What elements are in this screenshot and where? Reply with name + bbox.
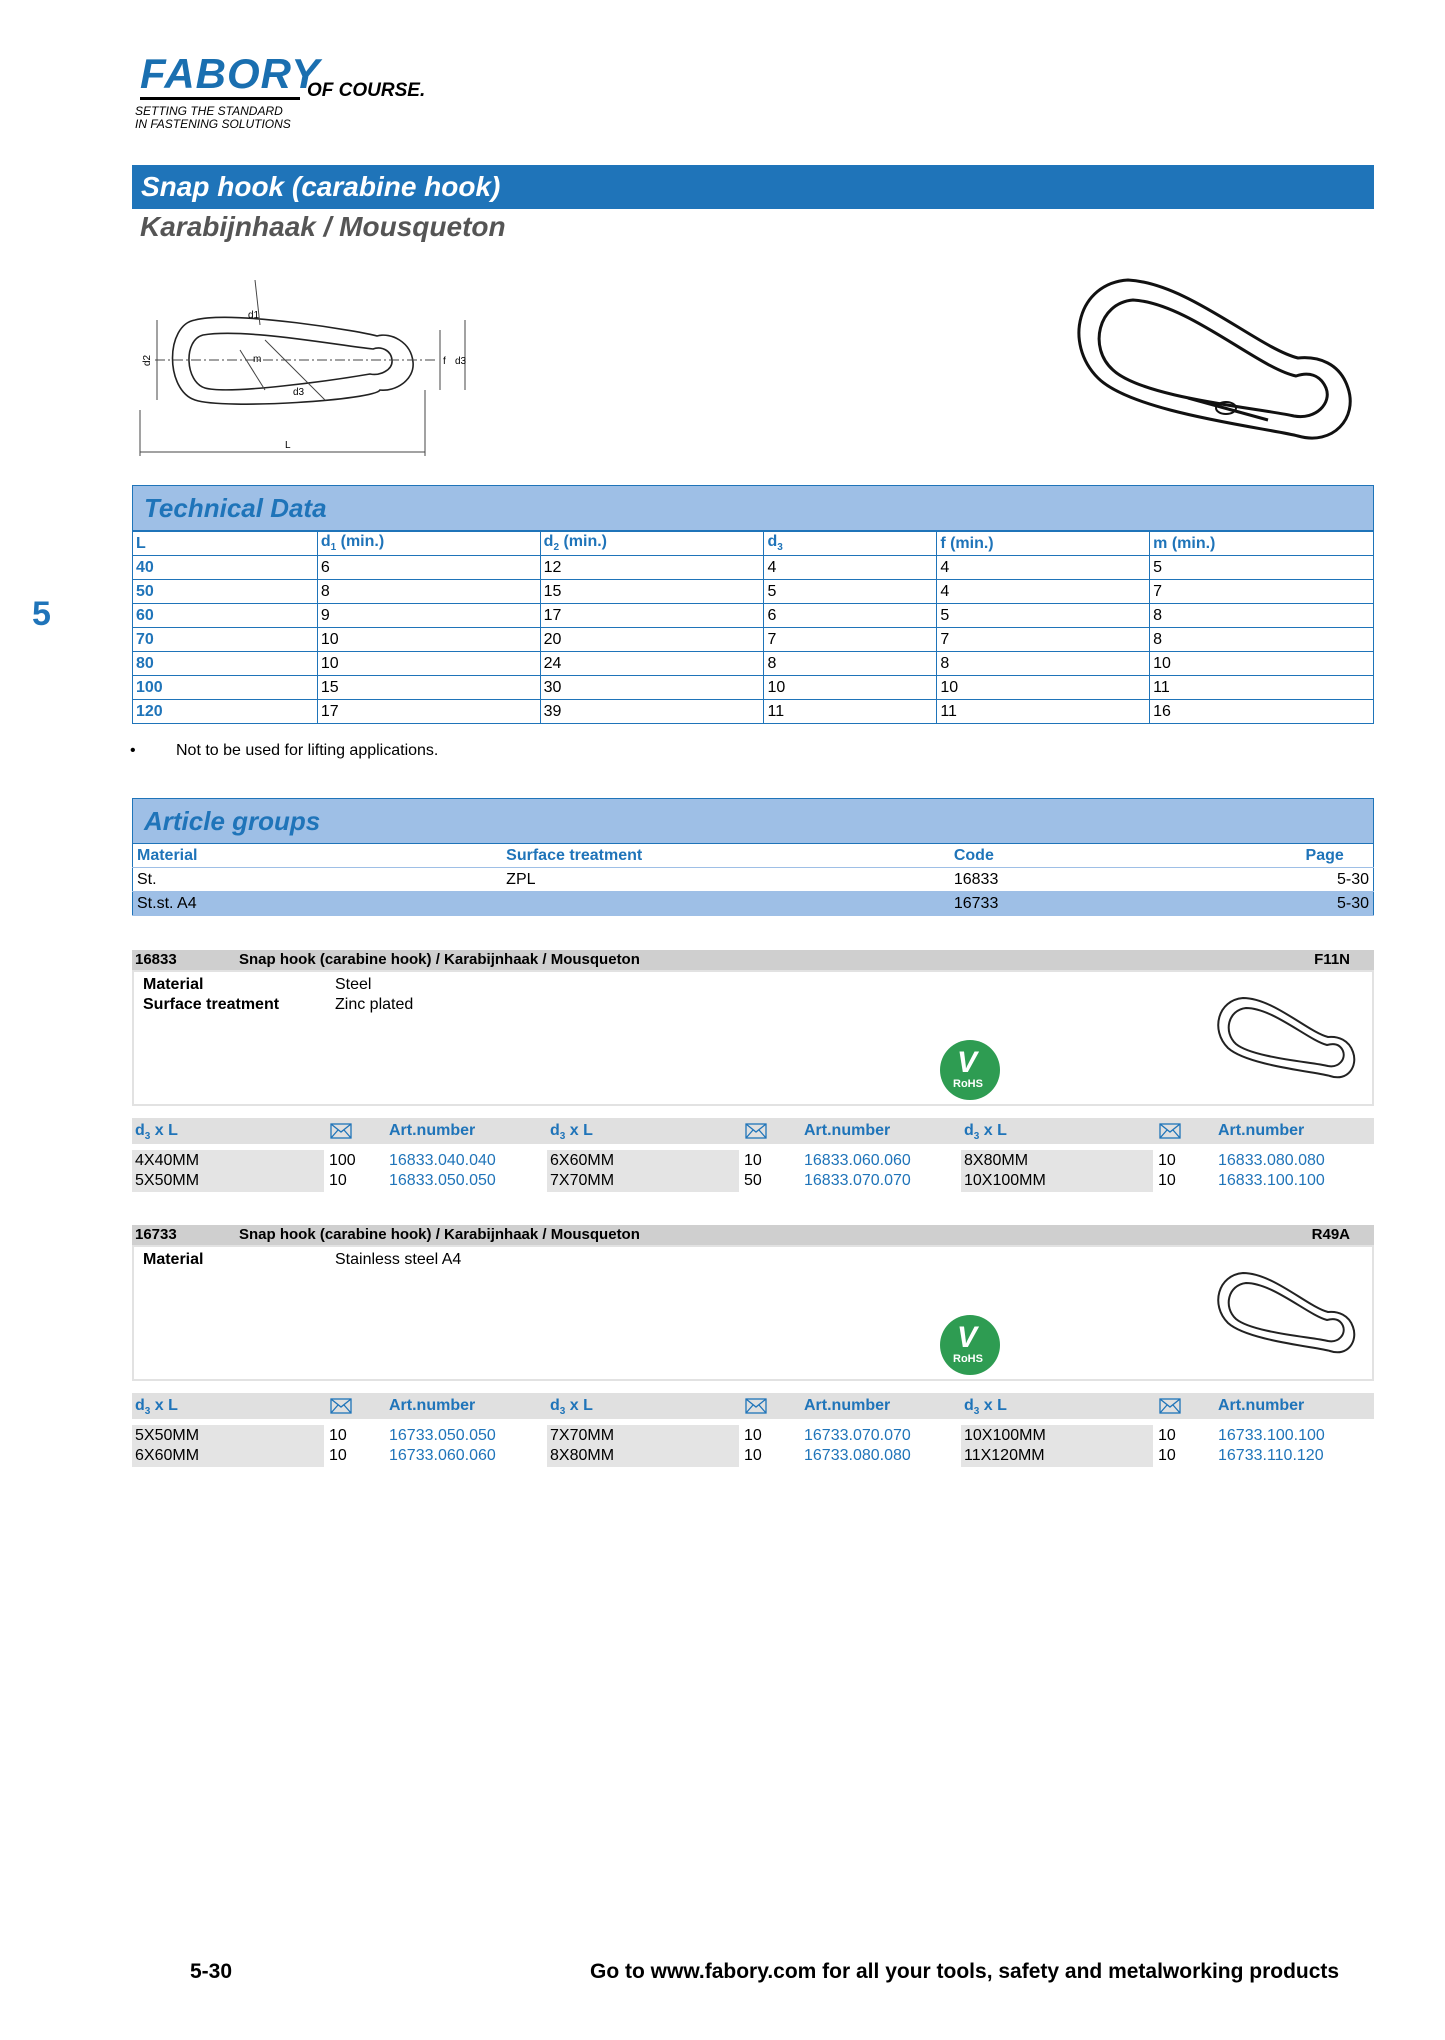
article-size: 8X80MM	[964, 1152, 1029, 1169]
article-size: 10X100MM	[964, 1172, 1046, 1189]
snap-hook-image	[1058, 268, 1358, 468]
article-group-row[interactable]	[133, 868, 1374, 892]
snap-hook-thumb	[1208, 990, 1358, 1090]
article-quantity: 10	[1158, 1172, 1176, 1189]
product-bar-16733	[132, 1225, 1374, 1245]
title-bar	[132, 165, 1374, 209]
note-text: Not to be used for lifting applications.	[176, 742, 439, 759]
technical-data-cell: 60	[133, 604, 318, 628]
product-code: 16833	[135, 951, 177, 968]
article-number-header: Art.number	[389, 1122, 476, 1139]
page-subtitle: Karabijnhaak / Mousqueton	[140, 211, 506, 242]
ag-col-page: Page	[1302, 844, 1374, 868]
ag-col-surface: Surface treatment	[502, 844, 950, 868]
technical-data-cell: 7	[937, 628, 1150, 652]
article-group-cell: ZPL	[502, 868, 950, 892]
article-group-cell: 16833	[950, 868, 1302, 892]
snap-hook-thumb	[1208, 1265, 1358, 1365]
package-envelope-icon	[330, 1398, 352, 1414]
technical-data-cell: 100	[133, 676, 318, 700]
article-number-header: Art.number	[804, 1397, 891, 1414]
article-group-cell: 16733	[950, 892, 1302, 916]
technical-data-cell: 20	[540, 628, 764, 652]
article-number-link[interactable]: 16833.080.080	[1218, 1152, 1325, 1169]
article-quantity: 10	[1158, 1447, 1176, 1464]
article-number-link[interactable]: 16733.050.050	[389, 1427, 496, 1444]
product-code: 16733	[135, 1226, 177, 1243]
technical-data-cell: 8	[1150, 604, 1374, 628]
col-L: L	[133, 532, 318, 556]
article-quantity: 10	[744, 1447, 762, 1464]
technical-data-cell: 8	[764, 652, 937, 676]
technical-data-row	[133, 700, 1374, 724]
note-bullet: •	[130, 742, 136, 759]
page-title: Snap hook (carabine hook)	[141, 171, 501, 202]
article-number-link[interactable]: 16733.100.100	[1218, 1427, 1325, 1444]
technical-data-cell: 4	[937, 556, 1150, 580]
product-name: Snap hook (carabine hook) / Karabijnhaak / Mousqueton	[239, 951, 640, 968]
article-number-header: Art.number	[1218, 1397, 1305, 1414]
rohs-check-icon: V	[957, 1321, 978, 1354]
article-size-header: $d_3$ x L	[550, 1122, 593, 1143]
technical-data-cell: 16	[1150, 700, 1374, 724]
technical-data-cell: 4	[764, 556, 937, 580]
product-ref: R49A	[1311, 1226, 1350, 1243]
article-size: 6X60MM	[550, 1152, 615, 1169]
footer-text: Go to www.fabory.com for all your tools, safety and metalworking products	[590, 1960, 1340, 1983]
dim-f: f	[443, 356, 446, 367]
product-box-16733	[132, 1245, 1374, 1381]
article-size: 10X100MM	[964, 1427, 1046, 1444]
technical-drawing	[135, 270, 485, 460]
technical-data-cell: 15	[540, 580, 764, 604]
technical-data-cell: 120	[133, 700, 318, 724]
dim-d1: d1	[248, 310, 260, 321]
article-group-row[interactable]	[133, 892, 1374, 916]
technical-data-row	[133, 628, 1374, 652]
technical-data-cell: 7	[764, 628, 937, 652]
article-number-link[interactable]: 16833.050.050	[389, 1172, 496, 1189]
technical-data-cell: 11	[764, 700, 937, 724]
col-d1: $d_1$ (min.)	[317, 532, 540, 556]
package-envelope-icon	[745, 1398, 767, 1414]
package-envelope-icon	[1159, 1398, 1181, 1414]
technical-data-row	[133, 556, 1374, 580]
article-group-cell: St.st. A4	[133, 892, 503, 916]
technical-data-cell: 17	[540, 604, 764, 628]
article-group-cell: 5-30	[1302, 892, 1374, 916]
technical-data-table	[132, 531, 1374, 724]
rohs-check-icon: V	[957, 1046, 978, 1079]
technical-data-cell: 17	[317, 700, 540, 724]
tagline-line-2: IN FASTENING SOLUTIONS	[135, 117, 291, 131]
technical-data-cell: 39	[540, 700, 764, 724]
chapter-number: 5	[32, 595, 51, 633]
technical-data-cell: 50	[133, 580, 318, 604]
col-d3: $d_3$	[764, 532, 937, 556]
prop-label: Material	[143, 976, 204, 993]
rohs-label: RoHS	[953, 1353, 983, 1365]
ag-col-code: Code	[950, 844, 1302, 868]
article-quantity: 10	[1158, 1152, 1176, 1169]
technical-data-header	[132, 485, 1374, 531]
article-size: 7X70MM	[550, 1172, 615, 1189]
technical-data-cell: 4	[937, 580, 1150, 604]
article-size-header: $d_3$ x L	[964, 1397, 1007, 1418]
article-number-link[interactable]: 16833.040.040	[389, 1152, 496, 1169]
article-quantity: 50	[744, 1172, 762, 1189]
rohs-label: RoHS	[953, 1078, 983, 1090]
prop-value: Steel	[335, 976, 372, 993]
technical-data-cell: 8	[1150, 628, 1374, 652]
technical-data-cell: 9	[317, 604, 540, 628]
technical-data-cell: 6	[317, 556, 540, 580]
article-number-link[interactable]: 16733.070.070	[804, 1427, 911, 1444]
article-size: 5X50MM	[135, 1172, 200, 1189]
technical-data-cell: 10	[937, 676, 1150, 700]
col-m: m (min.)	[1150, 532, 1374, 556]
article-quantity: 10	[744, 1427, 762, 1444]
logo-slogan: OF COURSE.	[307, 80, 426, 101]
article-size-header: $d_3$ x L	[135, 1397, 178, 1418]
technical-data-cell: 30	[540, 676, 764, 700]
article-size: 4X40MM	[135, 1152, 200, 1169]
article-groups-heading: Article groups	[144, 806, 321, 836]
article-groups-header	[132, 798, 1374, 844]
article-quantity: 10	[329, 1172, 347, 1189]
article-size-header: $d_3$ x L	[550, 1397, 593, 1418]
prop-label: Material	[143, 1251, 204, 1268]
technical-data-row	[133, 580, 1374, 604]
article-size: 8X80MM	[550, 1447, 615, 1464]
technical-data-cell: 6	[764, 604, 937, 628]
technical-data-row	[133, 676, 1374, 700]
technical-data-cell: 5	[1150, 556, 1374, 580]
technical-data-cell: 7	[1150, 580, 1374, 604]
product-box-16833	[132, 970, 1374, 1106]
technical-data-cell: 40	[133, 556, 318, 580]
ag-col-material: Material	[133, 844, 503, 868]
prop-label: Surface treatment	[143, 996, 280, 1013]
rohs-badge	[940, 1040, 1000, 1100]
article-quantity: 100	[329, 1152, 356, 1169]
package-envelope-icon	[330, 1123, 352, 1139]
product-name: Snap hook (carabine hook) / Karabijnhaak / Mousqueton	[239, 1226, 640, 1243]
product-bar-16833	[132, 950, 1374, 970]
article-number-link[interactable]: 16833.100.100	[1218, 1172, 1325, 1189]
article-groups-header-row	[133, 844, 1374, 868]
technical-data-cell: 10	[317, 652, 540, 676]
article-number-header: Art.number	[804, 1122, 891, 1139]
article-number-link[interactable]: 16833.070.070	[804, 1172, 911, 1189]
article-number-header: Art.number	[389, 1397, 476, 1414]
article-number-link[interactable]: 16733.080.080	[804, 1447, 911, 1464]
article-number-header: Art.number	[1218, 1122, 1305, 1139]
technical-data-cell: 8	[937, 652, 1150, 676]
article-quantity: 10	[744, 1152, 762, 1169]
article-size: 6X60MM	[135, 1447, 200, 1464]
dim-d3: d3	[293, 387, 305, 398]
technical-data-cell: 10	[764, 676, 937, 700]
technical-data-cell: 5	[764, 580, 937, 604]
article-size: 5X50MM	[135, 1427, 200, 1444]
brand-logo: FABORY	[140, 50, 321, 97]
technical-data-cell: 11	[1150, 676, 1374, 700]
article-group-cell	[502, 892, 950, 916]
article-number-link[interactable]: 16833.060.060	[804, 1152, 911, 1169]
technical-data-heading: Technical Data	[144, 493, 327, 523]
dim-d2: d2	[142, 354, 153, 366]
technical-data-cell: 12	[540, 556, 764, 580]
article-size-header: $d_3$ x L	[964, 1122, 1007, 1143]
product-ref: F11N	[1314, 951, 1350, 968]
prop-value: Zinc plated	[335, 996, 414, 1013]
technical-data-cell: 8	[317, 580, 540, 604]
technical-data-header-row	[133, 532, 1374, 556]
technical-data-cell: 11	[937, 700, 1150, 724]
technical-data-cell: 80	[133, 652, 318, 676]
article-groups-table	[132, 844, 1374, 916]
technical-data-cell: 15	[317, 676, 540, 700]
technical-data-cell: 10	[1150, 652, 1374, 676]
technical-data-cell: 70	[133, 628, 318, 652]
article-number-link[interactable]: 16733.060.060	[389, 1447, 496, 1464]
article-size: 11X120MM	[964, 1447, 1045, 1464]
technical-data-cell: 10	[317, 628, 540, 652]
dim-d3-right: d3	[455, 356, 467, 367]
technical-data-row	[133, 652, 1374, 676]
prop-value: Stainless steel A4	[335, 1251, 462, 1268]
technical-data-cell: 5	[937, 604, 1150, 628]
article-group-cell: St.	[133, 868, 503, 892]
logo-underline	[140, 97, 300, 100]
tagline-line-1: SETTING THE STANDARD	[135, 104, 283, 118]
page-number: 5-30	[190, 1960, 233, 1983]
col-f: f (min.)	[937, 532, 1150, 556]
technical-data-cell: 24	[540, 652, 764, 676]
article-quantity: 10	[329, 1427, 347, 1444]
article-size-header: $d_3$ x L	[135, 1122, 178, 1143]
dim-L: L	[285, 440, 291, 451]
package-envelope-icon	[745, 1123, 767, 1139]
article-size: 7X70MM	[550, 1427, 615, 1444]
dim-m: m	[253, 354, 262, 365]
package-envelope-icon	[1159, 1123, 1181, 1139]
logo-tagline	[135, 105, 291, 131]
rohs-badge	[940, 1315, 1000, 1375]
article-group-cell: 5-30	[1302, 868, 1374, 892]
article-number-link[interactable]: 16733.110.120	[1218, 1447, 1324, 1464]
article-quantity: 10	[1158, 1427, 1176, 1444]
technical-data-row	[133, 604, 1374, 628]
article-quantity: 10	[329, 1447, 347, 1464]
col-d2: $d_2$ (min.)	[540, 532, 764, 556]
